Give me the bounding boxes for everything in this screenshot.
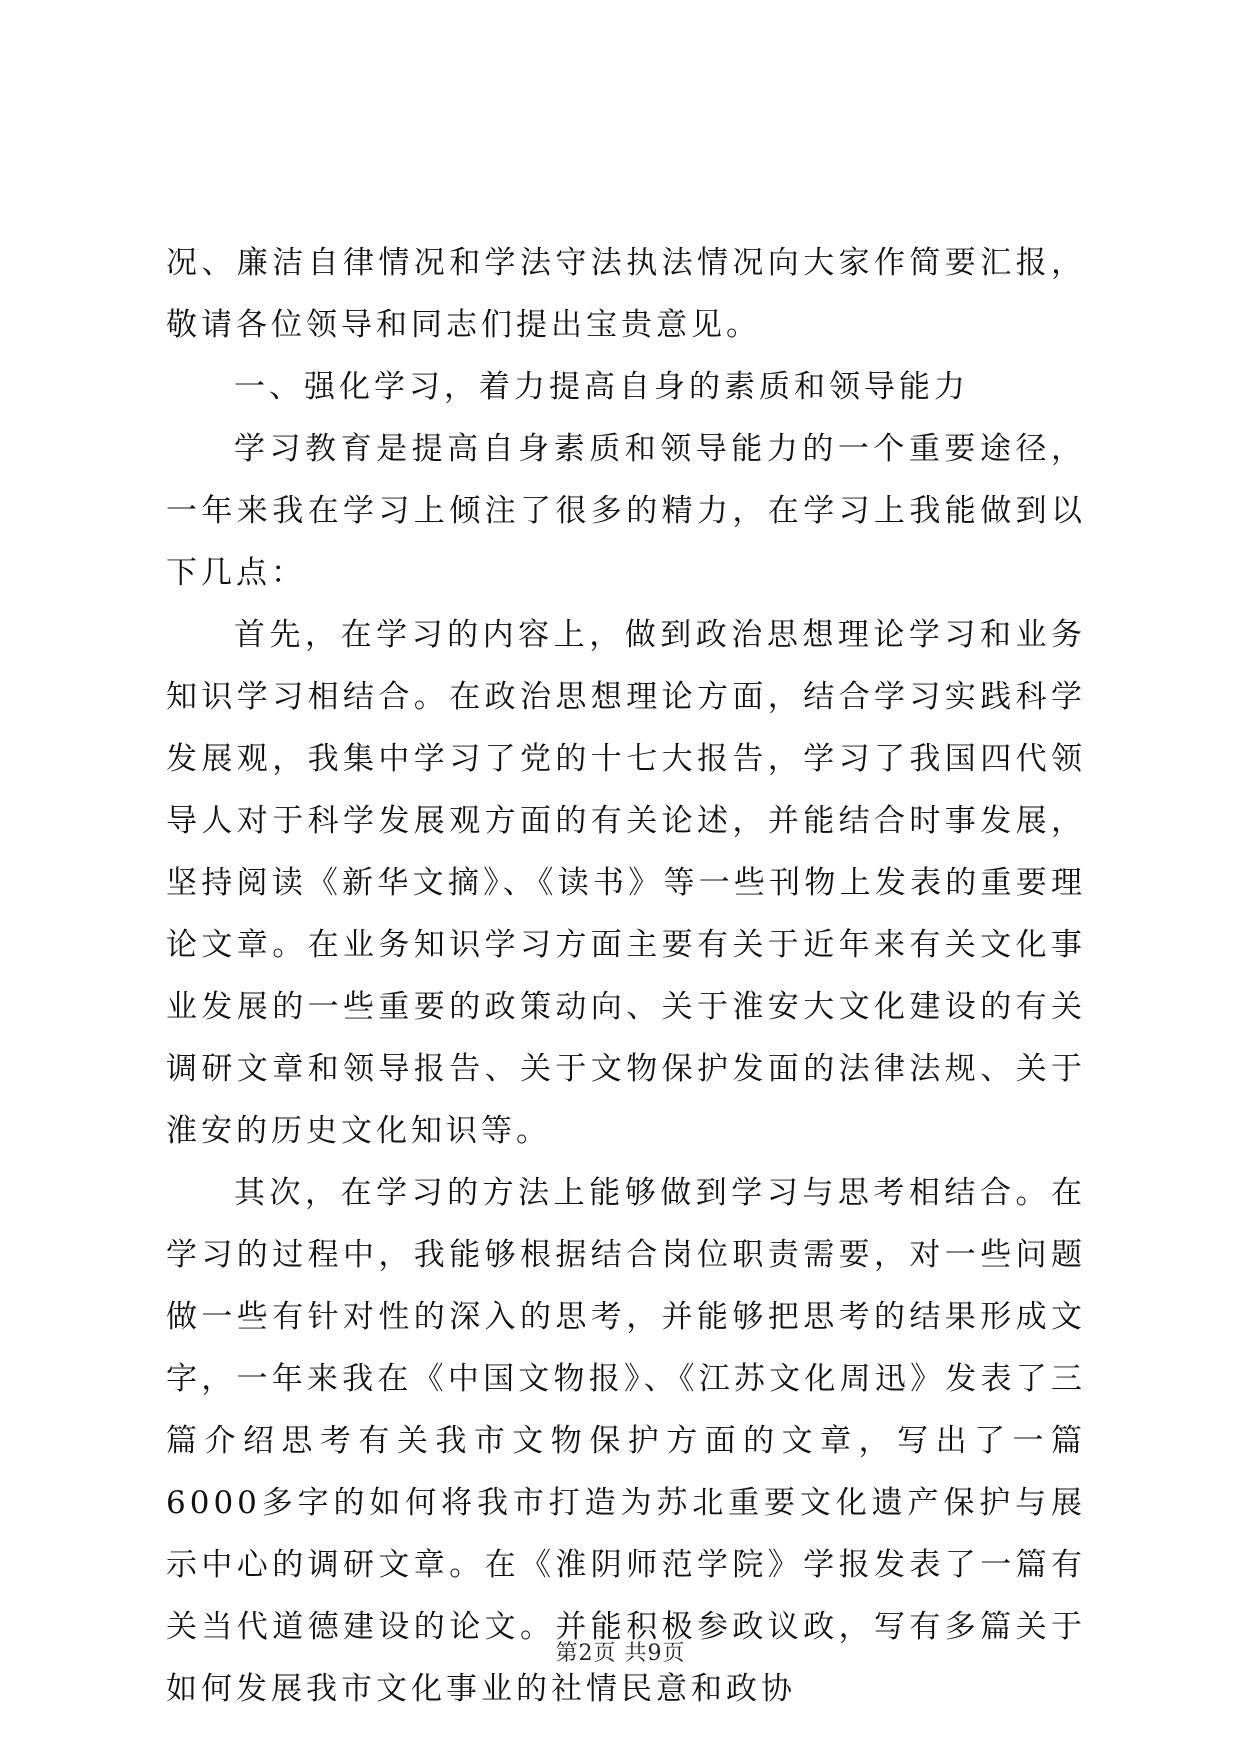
paragraph: 况、廉洁自律情况和学法守法执法情况向大家作简要汇报，敬请各位领导和同志们提出宝贵意见。 — [166, 245, 1086, 343]
paragraph: 学习教育是提高自身素质和领导能力的一个重要途径，一年来我在学习上倾注了很多的精力，在学习上我能做到以下几点： — [166, 431, 1086, 591]
page-footer: 第2页 共9页 — [555, 1641, 686, 1666]
paragraph: 其次，在学习的方法上能够做到学习与思考相结合。在学习的过程中，我能够根据结合岗位职责需要，对一些问题做一些有针对性的深入的思考，并能够把思考的结果形成文字，一年来我在《中国文物报》、《江苏文化周迅》发表了三篇介绍思考有关我市文物保护方面的文章，写出了一篇6000多字的如何将我市打造为苏北重要文化遗产保护与展示中心的调研文章。在《淮阴师范学院》学报发表了一篇有关当代道德建设的论文。并能积极参政议政，写有多篇关于如何发展我市文化事业的社情民意和政协 — [166, 1175, 1086, 1707]
paragraph: 首先，在学习的内容上，做到政治思想理论学习和业务知识学习相结合。在政治思想理论方面，结合学习实践科学发展观，我集中学习了党的十七大报告，学习了我国四代领导人对于科学发展观方面的有关论述，并能结合时事发展，坚持阅读《新华文摘》、《读书》等一些刊物上发表的重要理论文章。在业务知识学习方面主要有关于近年来有关文化事业发展的一些重要的政策动向、关于淮安大文化建设的有关调研文章和领导报告、关于文物保护发面的法律法规、关于淮安的历史文化知识等。 — [166, 617, 1086, 1149]
body-text — [166, 232, 1086, 1720]
section-heading: 一、强化学习，着力提高自身的素质和领导能力 — [234, 369, 969, 405]
